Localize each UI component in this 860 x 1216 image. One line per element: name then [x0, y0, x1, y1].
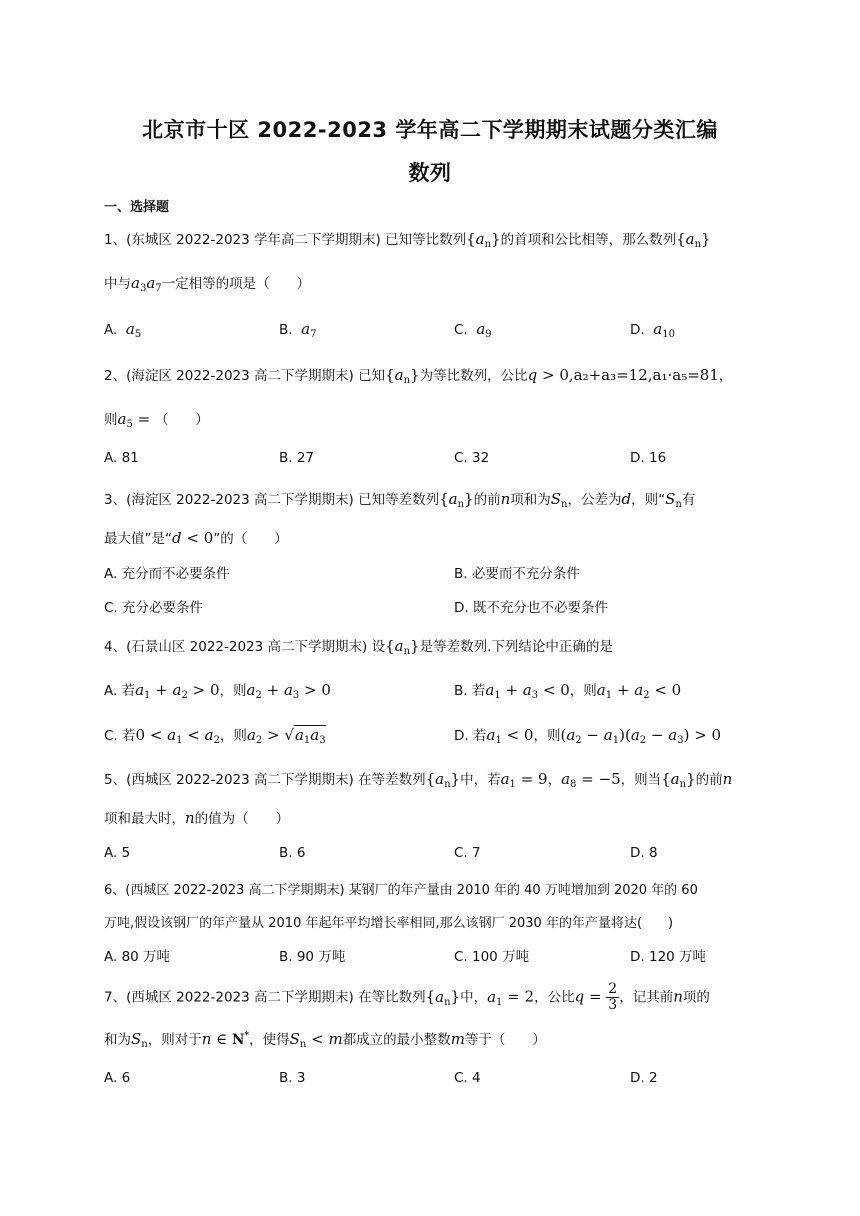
q5-line-1: 5、(西城区 2022-2023 高二下学期期末) 在等差数列$\{a_n\}$中，若$a_1 = 9$，$a_8 = -5$，则当$\{a_n\}$的前n — [104, 770, 733, 790]
q7-line-1: 7、(西城区 2022-2023 高二下学期期末) 在等比数列$\{a_n\}$中，$a_1 = 2$，公比q = $\frac{2}{3}$ ，记其前n项的 — [104, 981, 710, 1013]
q2-line-2: 则$a_5$ = （ ） — [104, 410, 209, 430]
q4-option-a: A. 若$a_1 + a_2 > 0$，则$a_2 + a_3 > 0$ — [104, 681, 331, 701]
q7-option-b: B. 3 — [279, 1070, 306, 1086]
q1-line-1: 1、(东城区 2022-2023 学年高二下学期期末) 已知等比数列$\{a_n\}$的首项和公比相等，那么数列$\{a_n\}$ — [104, 230, 711, 250]
q4-option-b: B. 若$a_1 + a_3 < 0$，则$a_1 + a_2 < 0$ — [454, 681, 682, 701]
section-heading: 一、选择题 — [104, 200, 170, 215]
q3-option-a: A. 充分而不必要条件 — [104, 566, 230, 582]
q7-line-2: 和为$S_n$，则对于n ∈ N*，使得$S_n < m$都成立的最小整数m等于（ ） — [104, 1030, 546, 1050]
q3-line-2: 最大值”是“d < 0”的（ ） — [104, 529, 288, 547]
q3-option-b: B. 必要而不充分条件 — [454, 566, 580, 582]
page-title: 北京市十区 2022-2023 学年高二下学期期末试题分类汇编 — [142, 118, 718, 142]
page-subtitle: 数列 — [408, 161, 452, 185]
q4-option-c: C. 若$0 < a_1 < a_2$，则$a_2 > √a_1a_3$ — [104, 726, 326, 746]
q3-option-c: C. 充分必要条件 — [104, 600, 204, 616]
q7-option-d: D. 2 — [630, 1070, 658, 1086]
q5-option-a: A. 5 — [104, 845, 131, 861]
q2-option-d: D. 16 — [630, 450, 667, 466]
q7-option-a: A. 6 — [104, 1070, 131, 1086]
q2-line-1: 2、(海淀区 2022-2023 高二下学期期末) 已知$\{a_n\}$为等比数列，公比q > 0,a₂+a₃=12,a₁·a₅=81， — [104, 366, 733, 386]
q2-option-c: C. 32 — [454, 450, 490, 466]
fraction-two-thirds: $\frac{2}{3}$ — [608, 981, 618, 1013]
q4-line-1: 4、(石景山区 2022-2023 高二下学期期末) 设$\{a_n\}$是等差数列.下列结论中正确的是 — [104, 637, 613, 657]
q6-option-b: B. 90 万吨 — [279, 949, 346, 965]
q5-line-2: 项和最大时，n的值为（ ） — [104, 809, 290, 827]
q3-option-d: D. 既不充分也不必要条件 — [454, 600, 608, 616]
q5-option-d: D. 8 — [630, 845, 658, 861]
q6-option-c: C. 100 万吨 — [454, 949, 530, 965]
q2-option-a: A. 81 — [104, 450, 139, 466]
q6-line-1: 6、(西城区 2022-2023 高二下学期期末) 某钢厂的年产量由 2010 年的 40 万吨增加到 2020 年的 60 — [104, 883, 698, 898]
q6-option-d: D. 120 万吨 — [630, 949, 707, 965]
q3-line-1: 3、(海淀区 2022-2023 高二下学期期末) 已知等差数列$\{a_n\}$的前n项和为$S_n$，公差为d，则“$S_n$有 — [104, 490, 696, 510]
q1-option-a: A. $a_5$ — [104, 320, 142, 340]
q1-line-2: 中与$a_3a_7$一定相等的项是（ ） — [104, 274, 311, 294]
q4-option-d: D. 若$a_1 < 0$，则$(a_2 - a_1)(a_2 - a_3) > 0$ — [454, 726, 722, 746]
q2-option-b: B. 27 — [279, 450, 315, 466]
q1-option-d: D. $a_{10}$ — [630, 320, 675, 340]
q6-line-2: 万吨,假设该钢厂的年产量从 2010 年起年平均增长率相同,那么该钢厂 2030 年的年产量将达( ) — [104, 916, 674, 931]
q1-option-c: C. $a_9$ — [454, 320, 492, 340]
q1-option-b: B. $a_7$ — [279, 320, 317, 340]
q6-option-a: A. 80 万吨 — [104, 949, 171, 965]
q5-option-b: B. 6 — [279, 845, 306, 861]
q5-option-c: C. 7 — [454, 845, 481, 861]
q7-option-c: C. 4 — [454, 1070, 481, 1086]
